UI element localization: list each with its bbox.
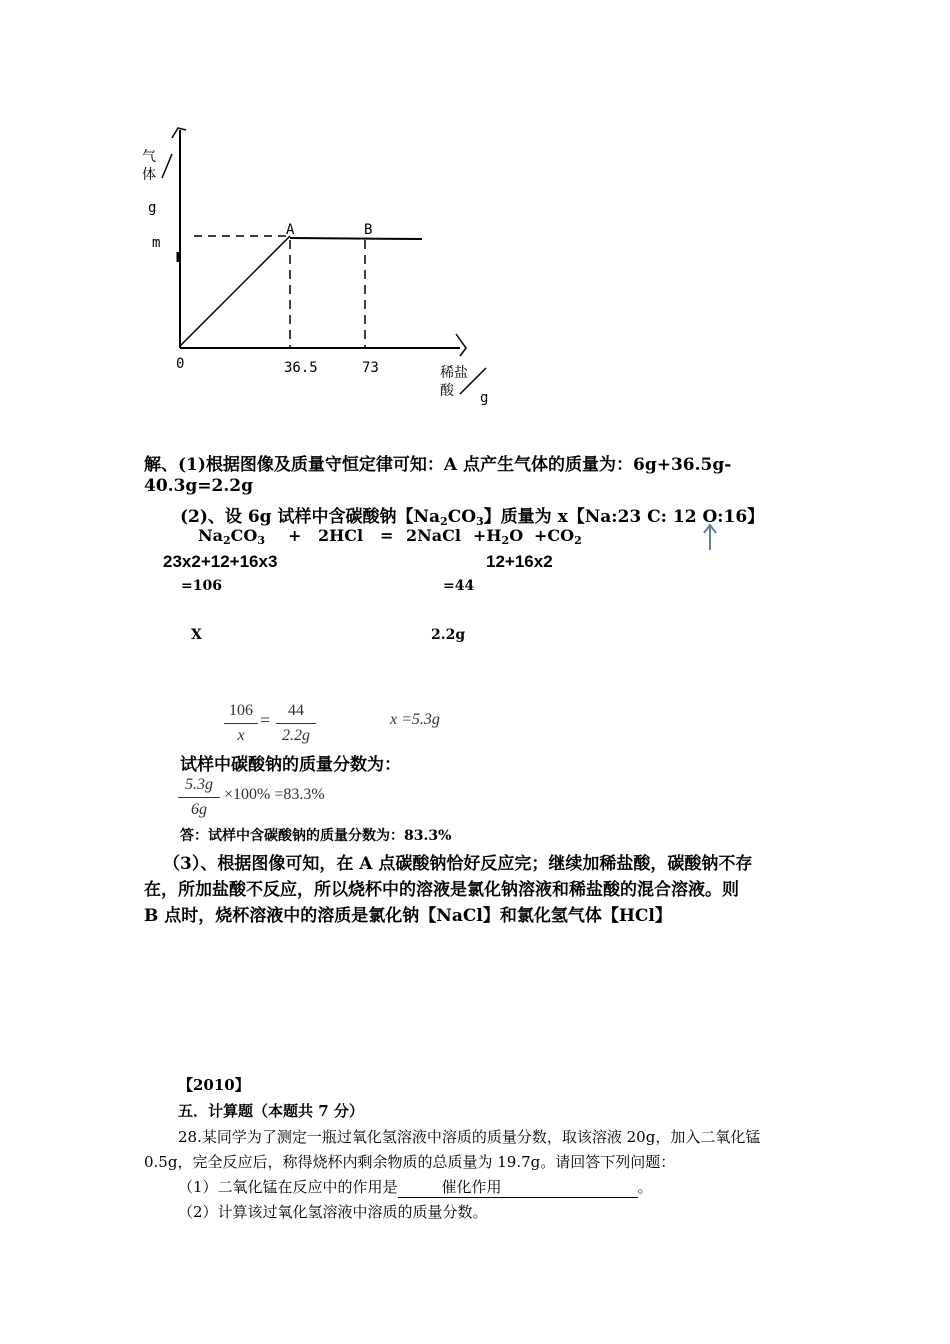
known-mass: 2.2g	[431, 627, 466, 643]
eq-nacl: 2NaCl	[406, 526, 461, 545]
x-result: x =5.3g	[390, 711, 440, 728]
part3-line-1: （3）、根据图像可知，在 A 点碳酸钠恰好反应完；继续加稀盐酸，碳酸钠不存	[163, 854, 753, 874]
eq-plus: +	[288, 526, 302, 545]
unknown-x: X	[191, 627, 202, 643]
question-1: （1）二氧化锰在反应中的作用是 催化作用 。	[178, 1178, 653, 1196]
solution-line-1: 解、(1)根据图像及质量守恒定律可知：A 点产生气体的质量为：6g+36.5g-	[144, 455, 732, 475]
m-label: m	[152, 235, 161, 251]
molar-calc-right: 12+16x2	[486, 552, 553, 571]
eq-na2co3: $Na_2CO_3$	[198, 526, 265, 547]
part3-line-2: 在，所加盐酸不反应，所以烧杯中的溶液是氯化钠溶液和稀盐酸的混合溶液。则	[144, 880, 739, 900]
question-line-1: 28.某同学为了测定一瓶过氧化氢溶液中溶质的质量分数，取该溶液 20g，加入二氧化锰	[178, 1128, 761, 1146]
plateau-line	[290, 238, 422, 239]
year-heading: 【2010】	[178, 1076, 250, 1094]
x-axis-arrow	[456, 334, 466, 356]
x-axis-unit: g	[480, 390, 489, 406]
point-a-label: A	[286, 222, 295, 238]
y-axis-unit: g	[148, 200, 157, 216]
section-heading: 五．计算题（本题共 7 分）	[178, 1102, 364, 1120]
fraction-44-over-2-2g: 44 2.2g	[276, 700, 316, 747]
y-label-slash	[162, 154, 172, 178]
percent-intro: 试样中碳酸钠的质量分数为：	[180, 755, 401, 775]
x-axis-label-1: 稀盐	[440, 364, 468, 380]
up-arrow-icon	[700, 522, 720, 552]
percent-calc: ×100% =83.3%	[224, 786, 325, 803]
part3-line-3: B 点时，烧杯溶液中的溶质是氯化钠【NaCl】和氯化氢气体【HCl】	[144, 906, 672, 926]
y-axis-label-1: 气	[142, 148, 156, 164]
molar-mass-left: =106	[181, 578, 222, 594]
eq-equals: =	[380, 526, 394, 545]
question-2: （2）计算该过氧化氢溶液中溶质的质量分数。	[178, 1203, 488, 1221]
x-tick-73: 73	[362, 360, 379, 376]
x-tick-36-5: 36.5	[284, 360, 318, 376]
x-axis-label-2: 酸	[440, 382, 454, 398]
q1-answer-blank[interactable]: 催化作用	[398, 1176, 638, 1198]
molar-calc-left: 23x2+12+16x3	[163, 552, 278, 571]
eq-hcl: 2HCl	[318, 526, 364, 545]
answer-line: 答：试样中含碳酸钠的质量分数为：83.3%	[180, 828, 452, 844]
fraction-106-over-x: 106 x	[224, 700, 258, 747]
fraction-equals: =	[260, 710, 271, 730]
point-b-label: B	[364, 222, 373, 238]
solution-line-3: (2)、设 6g 试样中含碳酸钠【$Na_2CO_3$】质量为 x【Na:23 C: 12 O:16】	[180, 507, 765, 528]
y-axis-label-2: 体	[142, 166, 156, 182]
question-line-2: 0.5g，完全反应后，称得烧杯内剩余物质的总质量为 19.7g。请回答下列问题：	[144, 1153, 676, 1171]
eq-h2o: $+H_2O$	[473, 526, 524, 547]
fraction-5-3g-over-6g: 5.3g 6g	[178, 774, 220, 821]
solution-line-2: 40.3g=2.2g	[144, 476, 253, 496]
rising-line	[180, 236, 290, 346]
eq-co2: $+CO_2$	[534, 526, 582, 547]
origin-label: 0	[176, 356, 185, 372]
molar-mass-right: =44	[443, 578, 475, 594]
